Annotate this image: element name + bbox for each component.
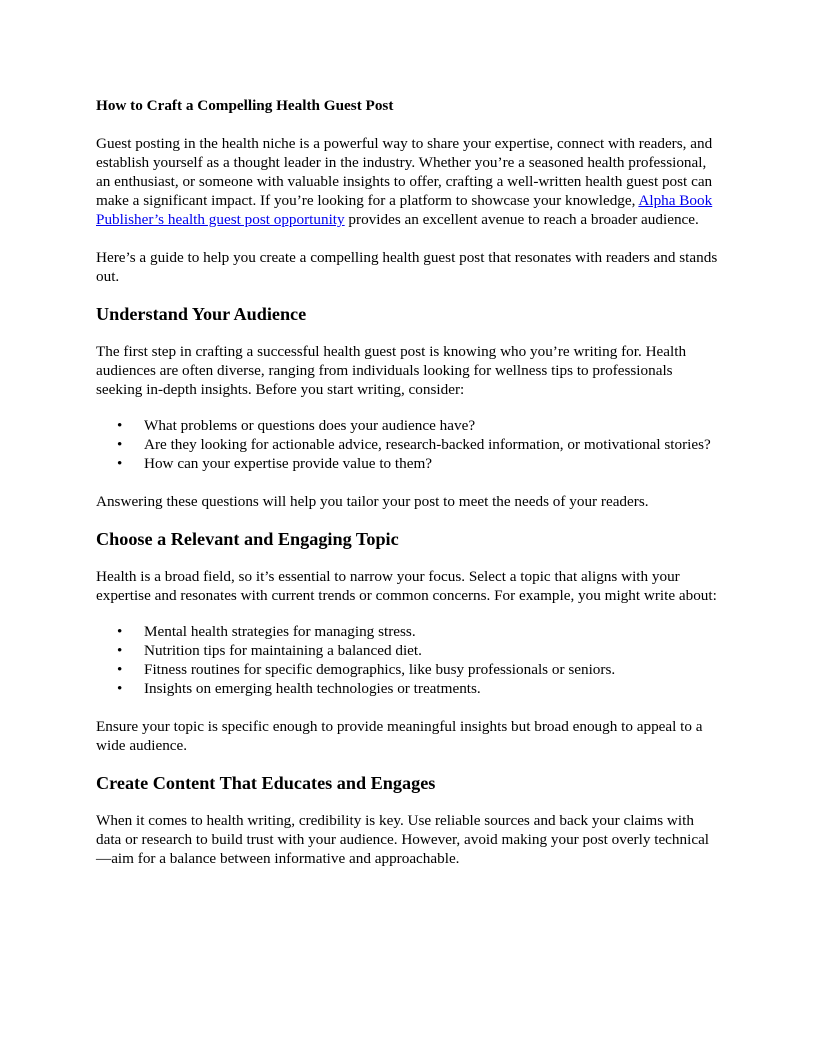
document-body [96,96,720,868]
list-item-text: Nutrition tips for maintaining a balanced diet. [144,642,422,659]
audience-question-list [96,416,720,473]
list-item [96,435,720,454]
section-heading-topic: Choose a Relevant and Engaging Topic [96,529,399,549]
bullet-icon: • [117,680,123,697]
guide-intro-paragraph: Here’s a guide to help you create a compelling health guest post that resonates with readers and stands out. [96,249,718,285]
section-heading-content: Create Content That Educates and Engages [96,773,436,793]
bullet-icon: • [117,661,123,678]
section-topic-paragraph: Health is a broad field, so it’s essential to narrow your focus. Select a topic that aligns with your expertise and resonates with current trends or common concerns. For example, you might write about: [96,568,717,604]
section-audience-closing: Answering these questions will help you tailor your post to meet the needs of your readers. [96,493,649,510]
intro-paragraph [96,134,720,229]
list-item [96,416,720,435]
list-item-text: Insights on emerging health technologies or treatments. [144,680,481,697]
section-audience-paragraph: The first step in crafting a successful health guest post is knowing who you’re writing for. Health audiences are often diverse, ranging from individuals looking for wellness tips to professionals seeking in-depth insights. Before you start writing, consider: [96,343,687,398]
list-item-text: Are they looking for actionable advice, research-backed information, or motivational stories? [144,436,711,453]
intro-text-before-link: Guest posting in the health niche is a powerful way to share your expertise, connect with readers, and establish yourself as a thought leader in the industry. Whether you’re a seasoned health professional, an enthusiast, or someone with valuable insights to offer, crafting a well-written health guest post can make a significant impact. If you’re looking for a platform to showcase your knowledge, [96,135,713,209]
bullet-icon: • [117,642,123,659]
bullet-icon: • [117,623,123,640]
page-title: How to Craft a Compelling Health Guest Post [96,97,394,114]
topic-example-list [96,622,720,698]
list-item [96,622,720,641]
section-heading-audience: Understand Your Audience [96,304,307,324]
list-item-text: What problems or questions does your audience have? [144,417,476,434]
bullet-icon: • [117,455,123,472]
bullet-icon: • [117,436,123,453]
list-item-text: Fitness routines for specific demographics, like busy professionals or seniors. [144,661,616,678]
section-topic-closing: Ensure your topic is specific enough to provide meaningful insights but broad enough to appeal to a wide audience. [96,718,703,754]
list-item [96,641,720,660]
guest-post-opportunity-link[interactable]: Alpha Book Publisher’s health guest post opportunity [96,192,713,228]
section-content-paragraph: When it comes to health writing, credibility is key. Use reliable sources and back your claims with data or research to build trust with your audience. However, avoid making your post overly technical—aim for a balance between informative and approachable. [96,812,710,867]
list-item [96,454,720,473]
list-item [96,660,720,679]
intro-text-after-link: provides an excellent avenue to reach a broader audience. [344,211,699,228]
bullet-icon: • [117,417,123,434]
list-item-text: Mental health strategies for managing stress. [144,623,416,640]
list-item [96,679,720,698]
list-item-text: How can your expertise provide value to them? [144,455,433,472]
